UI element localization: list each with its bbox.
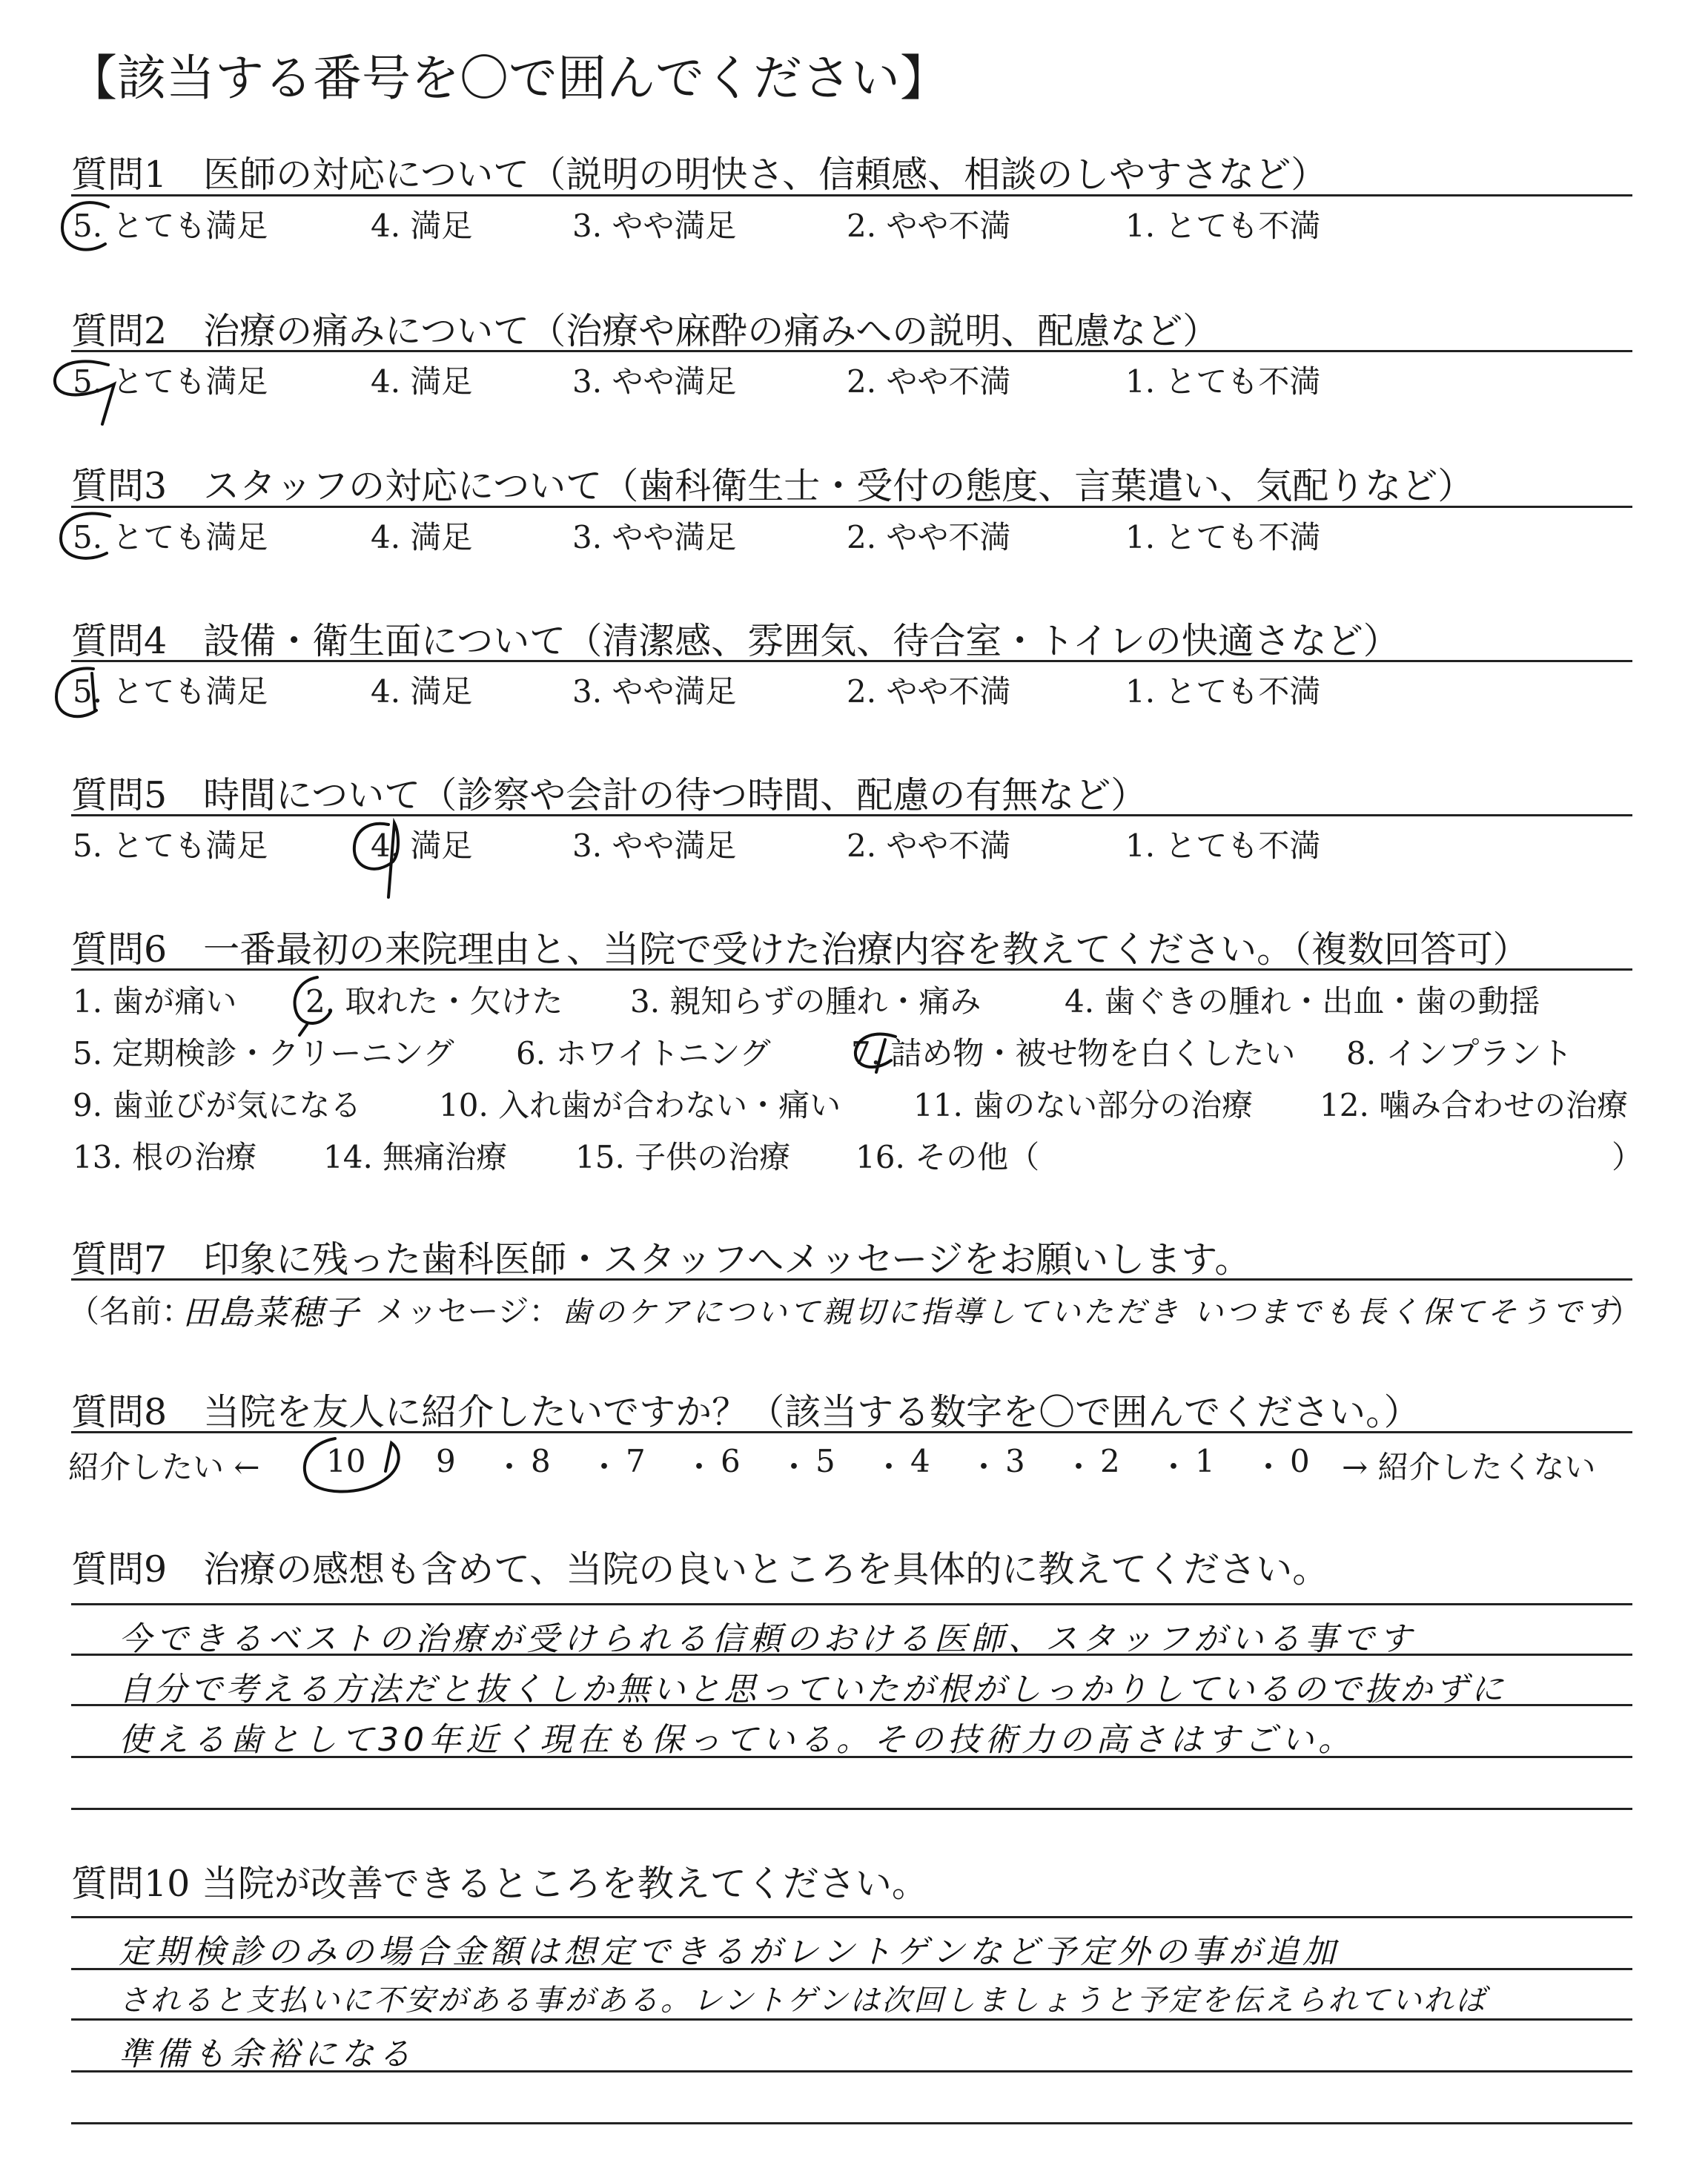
q6-option-8[interactable]: 8. インプラント (1346, 1035, 1573, 1071)
q2-option-2[interactable]: 2. やや不満 (847, 363, 1011, 400)
q3-option-4[interactable]: 4. 満足 (371, 519, 473, 555)
q3-heading: 質問3 スタッフの対応について（歯科衛生士・受付の態度、言葉遣い、気配りなど） (71, 465, 1474, 507)
q4-heading: 質問4 設備・衛生面について（清潔感、雰囲気、待合室・トイレの快適さなど） (71, 620, 1400, 662)
q8-scale-8[interactable]: 8 (531, 1443, 551, 1479)
q4-option-1[interactable]: 1. とても不満 (1125, 673, 1321, 710)
q6-option-6[interactable]: 6. ホワイトニング (516, 1035, 771, 1071)
q6-option-7[interactable]: 7. 詰め物・被せ物を白くしたい (851, 1035, 1296, 1071)
q6-option-11[interactable]: 11. 歯のない部分の治療 (913, 1087, 1254, 1123)
q6-option-16[interactable]: 16. その他（ (855, 1139, 1040, 1175)
q8-dot: ・ (873, 1449, 905, 1485)
q1-rule (71, 194, 1632, 196)
q6-option-15[interactable]: 15. 子供の治療 (575, 1139, 791, 1175)
q3-option-1[interactable]: 1. とても不満 (1125, 519, 1321, 555)
q6-option-12[interactable]: 12. 噛み合わせの治療 (1320, 1087, 1629, 1123)
q3-circle-mark (55, 507, 136, 574)
q6-other-close-paren: ） (1612, 1139, 1644, 1175)
q2-circle-mark (49, 354, 138, 429)
q2-option-5[interactable]: 5. とても満足 (73, 363, 268, 400)
q6-option-14[interactable]: 14. 無痛治療 (323, 1139, 508, 1175)
q8-scale-6[interactable]: 6 (721, 1443, 741, 1479)
q8-scale-10[interactable]: 10 (326, 1443, 366, 1479)
q10-answer-line-3: 準備も余裕になる (119, 2035, 415, 2073)
q4-option-2[interactable]: 2. やや不満 (847, 673, 1011, 710)
q8-left-label: 紹介したい ← (68, 1449, 260, 1485)
q7-name-label: （名前： (68, 1293, 193, 1330)
q8-dot: ・ (968, 1449, 1000, 1485)
q6-circle-mark-7 (847, 1023, 913, 1083)
q8-scale-9[interactable]: 9 (436, 1443, 456, 1479)
q9-heading: 質問9 治療の感想も含めて、当院の良いところを具体的に教えてください。 (71, 1548, 1329, 1591)
q7-name-value: 田島菜穂子 (182, 1292, 360, 1332)
q5-option-2[interactable]: 2. やや不満 (847, 828, 1011, 864)
q8-scale-5[interactable]: 5 (815, 1443, 835, 1479)
q4-option-4[interactable]: 4. 満足 (371, 673, 473, 710)
q6-option-2[interactable]: 2. 取れた・欠けた (305, 983, 563, 1020)
q1-option-4[interactable]: 4. 満足 (371, 208, 473, 244)
q8-dot: ・ (683, 1449, 715, 1485)
q5-heading: 質問5 時間について（診察や会計の待つ時間、配慮の有無など） (71, 774, 1148, 816)
q8-dot: ・ (1253, 1449, 1285, 1485)
q2-rule (71, 350, 1632, 352)
q2-option-1[interactable]: 1. とても不満 (1125, 363, 1321, 400)
page-title: 【該当する番号を〇で囲んでください】 (68, 50, 949, 107)
q9-rule-1 (71, 1603, 1632, 1605)
q7-close-paren: ） (1610, 1293, 1642, 1330)
q4-circle-mark (49, 661, 123, 736)
q9-answer-line-2: 自分で考える方法だと抜くしか無いと思っていたが根がしっかりしているので抜かずに (119, 1671, 1506, 1708)
q4-option-5[interactable]: 5. とても満足 (73, 673, 268, 710)
q5-circle-mark (345, 814, 427, 903)
q2-option-3[interactable]: 3. やや満足 (572, 363, 737, 400)
q8-scale-0[interactable]: 0 (1290, 1443, 1310, 1479)
q1-option-1[interactable]: 1. とても不満 (1125, 208, 1321, 244)
q1-option-5[interactable]: 5. とても満足 (73, 208, 268, 244)
q5-option-1[interactable]: 1. とても不満 (1125, 828, 1321, 864)
q8-dot: ・ (1063, 1449, 1095, 1485)
q3-rule (71, 506, 1632, 508)
q6-option-10[interactable]: 10. 入れ歯が合わない・痛い (439, 1087, 841, 1123)
q2-heading: 質問2 治療の痛みについて（治療や麻酔の痛みへの説明、配慮など） (71, 310, 1219, 352)
q6-option-5[interactable]: 5. 定期検診・クリーニング (73, 1035, 454, 1071)
q1-option-3[interactable]: 3. やや満足 (572, 208, 737, 244)
q8-dot: ・ (494, 1449, 526, 1485)
q8-scale-4[interactable]: 4 (910, 1443, 930, 1479)
q6-option-4[interactable]: 4. 歯ぐきの腫れ・出血・歯の動揺 (1065, 983, 1540, 1020)
q6-heading: 質問6 一番最初の来院理由と、当院で受けた治療内容を教えてください。（複数回答可） (71, 928, 1529, 971)
q3-option-5[interactable]: 5. とても満足 (73, 519, 268, 555)
q6-option-1[interactable]: 1. 歯が痛い (73, 983, 237, 1020)
q3-option-3[interactable]: 3. やや満足 (572, 519, 737, 555)
q7-heading: 質問7 印象に残った歯科医師・スタッフへメッセージをお願いします。 (71, 1238, 1251, 1281)
q6-option-3[interactable]: 3. 親知らずの腫れ・痛み (630, 983, 982, 1020)
q10-rule-5 (71, 2122, 1632, 2124)
q7-message-value: 歯のケアについて親切に指導していただき いつまでも長く保てそうです (562, 1295, 1618, 1330)
q6-option-9[interactable]: 9. 歯並びが気になる (73, 1087, 362, 1123)
q10-answer-line-2: されると支払いに不安がある事がある。レントゲンは次回しましょうと予定を伝えられていれば (119, 1984, 1488, 2018)
q8-dot: ・ (778, 1449, 810, 1485)
q8-scale-7[interactable]: 7 (626, 1443, 646, 1479)
q7-rule (71, 1278, 1632, 1281)
q8-scale-2[interactable]: 2 (1100, 1443, 1120, 1479)
q5-rule (71, 814, 1632, 816)
q4-rule (71, 660, 1632, 662)
q8-heading: 質問8 当院を友人に紹介したいですか？（該当する数字を〇で囲んでください。） (71, 1391, 1420, 1433)
q9-answer-line-3: 使える歯として30年近く現在も保っている。その技術力の高さはすごい。 (119, 1721, 1355, 1759)
q6-circle-mark-2 (285, 970, 351, 1037)
q8-right-label: → 紹介したくない (1342, 1449, 1596, 1485)
q9-rule-5 (71, 1808, 1632, 1810)
q1-heading: 質問1 医師の対応について（説明の明快さ、信頼感、相談のしやすさなど） (71, 153, 1328, 196)
q5-option-5[interactable]: 5. とても満足 (73, 828, 268, 864)
q1-circle-mark (56, 196, 130, 263)
q9-answer-line-1: 今できるベストの治療が受けられる信頼のおける医師、スタッフがいる事です (119, 1620, 1416, 1658)
q4-option-3[interactable]: 3. やや満足 (572, 673, 737, 710)
q8-dot: ・ (1158, 1449, 1190, 1485)
q7-message-label: メッセージ： (375, 1293, 560, 1330)
q8-dot: ・ (589, 1449, 620, 1485)
q1-option-2[interactable]: 2. やや不満 (847, 208, 1011, 244)
q8-scale-1[interactable]: 1 (1195, 1443, 1215, 1479)
q10-answer-line-1: 定期検診のみの場合金額は想定できるがレントゲンなど予定外の事が追加 (119, 1933, 1340, 1971)
q8-scale-3[interactable]: 3 (1005, 1443, 1025, 1479)
q5-option-4[interactable]: 4. 満足 (371, 828, 473, 864)
q10-rule-1 (71, 1916, 1632, 1918)
q8-circle-mark (294, 1430, 420, 1504)
q3-option-2[interactable]: 2. やや不満 (847, 519, 1011, 555)
q5-option-3[interactable]: 3. やや満足 (572, 828, 737, 864)
q6-option-13[interactable]: 13. 根の治療 (73, 1139, 257, 1175)
q10-heading: 質問10 当院が改善できるところを教えてください。 (71, 1863, 928, 1905)
q2-option-4[interactable]: 4. 満足 (371, 363, 473, 400)
